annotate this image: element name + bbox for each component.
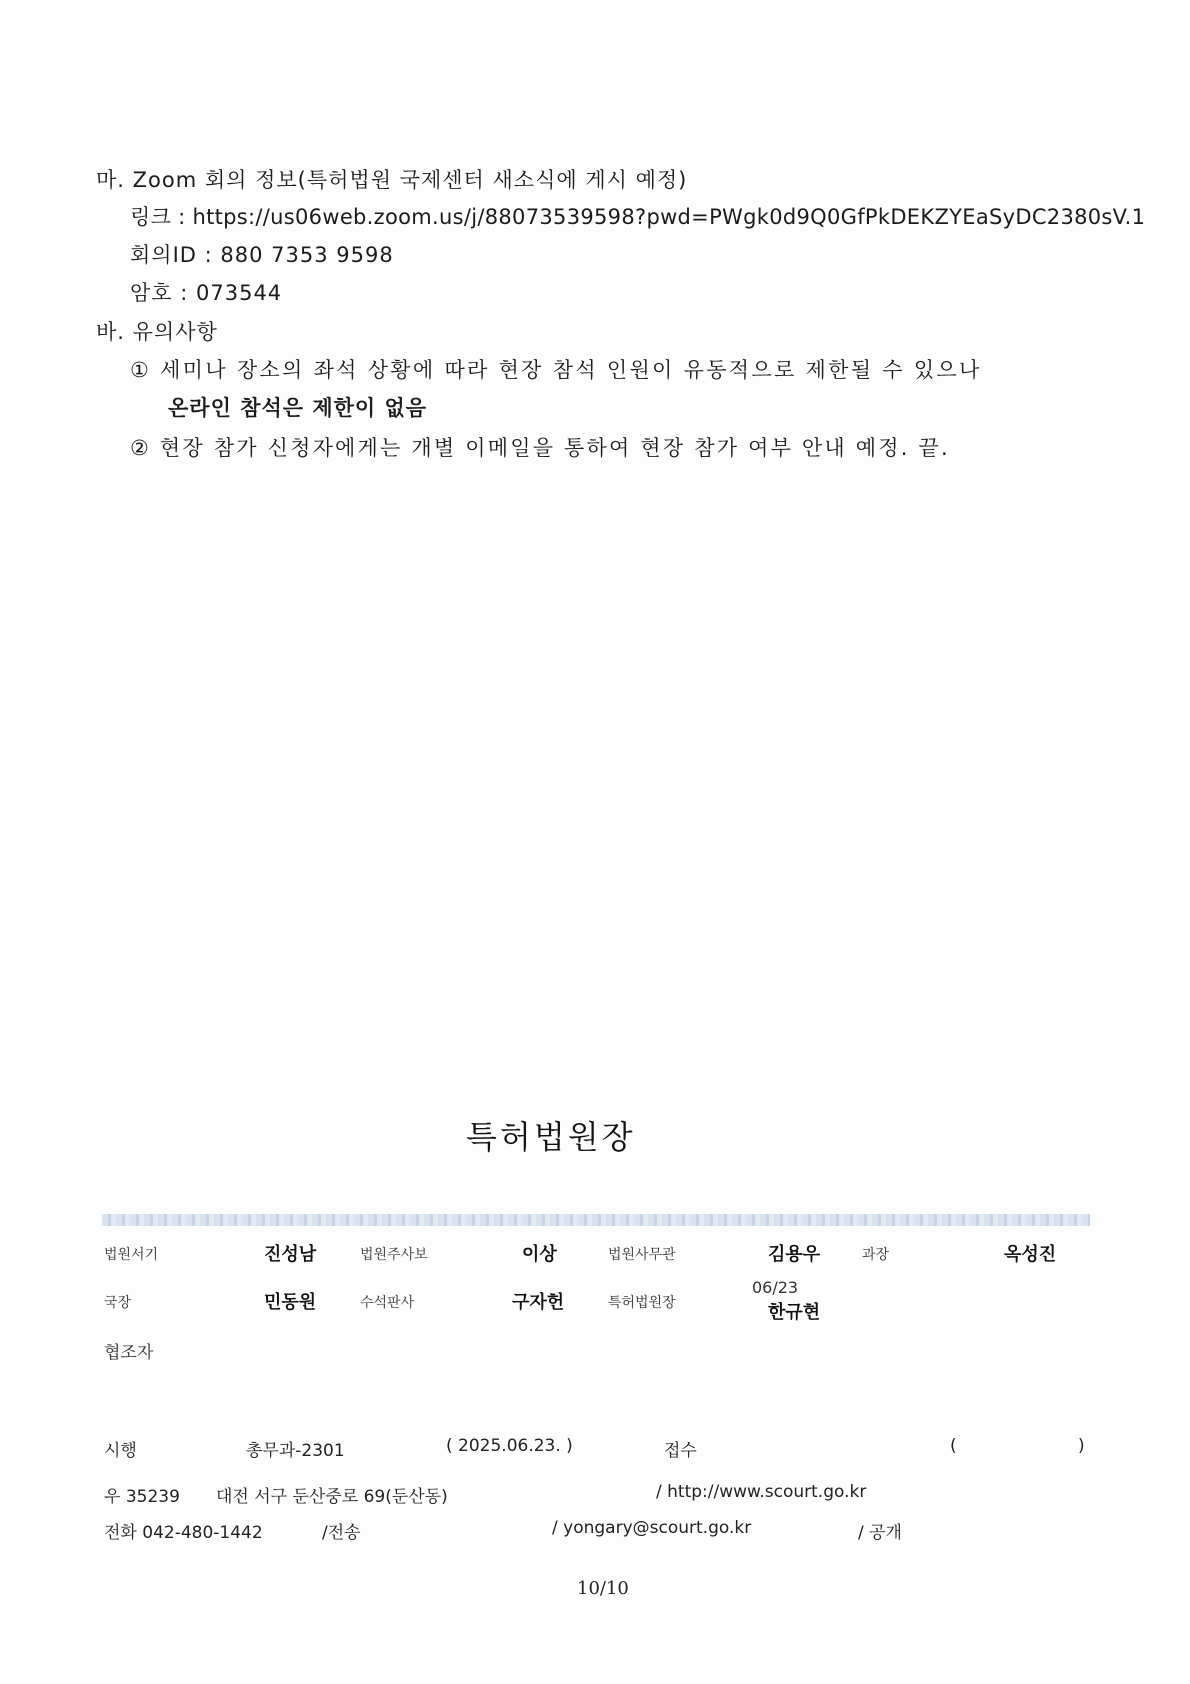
signer-role: 과장 [862,1247,890,1263]
sign-date: 06/23 [752,1278,799,1297]
section-ma-heading: 마. Zoom 회의 정보(특허법원 국제센터 새소식에 게시 예정) [96,168,688,192]
signer-role: 법원서기 [104,1247,159,1263]
website-link[interactable]: / http://www.scourt.go.kr [656,1482,867,1502]
issuer-title: 특허법원장 [466,1118,636,1156]
fax: /전송 [322,1523,361,1543]
divider [102,1214,1090,1226]
email-link[interactable]: / yongary@scourt.go.kr [552,1518,752,1538]
signer-role: 법원사무관 [608,1247,676,1263]
receipt-close: ) [1078,1436,1085,1456]
cooperator-label: 협조자 [104,1343,154,1363]
signer-name: 김용우 [768,1244,821,1265]
zoom-link[interactable]: 링크 : https://us06web.zoom.us/j/88073539598?pwd=PWgk0d9Q0GfPkDEKZYEaSyDC2380sV.1 [130,205,1146,229]
signer-role: 법원주사보 [360,1247,428,1263]
signer-name: 한규현 [768,1302,821,1323]
disclosure: / 공개 [858,1523,902,1543]
notice-item-1: ① 세미나 장소의 좌석 상황에 따라 현장 참석 인원이 유동적으로 제한될 수 있으나 [130,358,982,382]
page-number: 10/10 [577,1578,629,1599]
zoom-meeting-id: 회의ID : 880 7353 9598 [130,243,394,267]
enforce-date: ( 2025.06.23. ) [446,1436,573,1456]
signer-name: 민동원 [264,1292,317,1313]
signer-name: 옥성진 [1004,1244,1057,1265]
signer-name: 이상 [522,1244,557,1265]
enforce-number: 총무과-2301 [246,1441,345,1461]
zoom-password: 암호 : 073544 [130,281,283,305]
signer-role: 국장 [104,1295,132,1311]
phone: 전화 042-480-1442 [104,1523,263,1543]
receipt-open: ( [950,1436,957,1456]
section-ba-heading: 바. 유의사항 [96,320,218,344]
signer-role: 수석판사 [360,1295,415,1311]
enforce-label: 시행 [104,1441,137,1461]
notice-item-2: ② 현장 참가 신청자에게는 개별 이메일을 통하여 현장 참가 여부 안내 예정. 끝. [130,436,950,460]
postal-code: 우 35239 [104,1487,180,1507]
signer-name: 진성남 [264,1244,317,1265]
address: 대전 서구 둔산중로 69(둔산동) [216,1487,448,1507]
notice-item-1-cont: 온라인 참석은 제한이 없음 [168,396,428,420]
signer-role: 특허법원장 [608,1295,676,1311]
signer-name: 구자헌 [512,1292,565,1313]
receipt-label: 접수 [664,1441,697,1461]
